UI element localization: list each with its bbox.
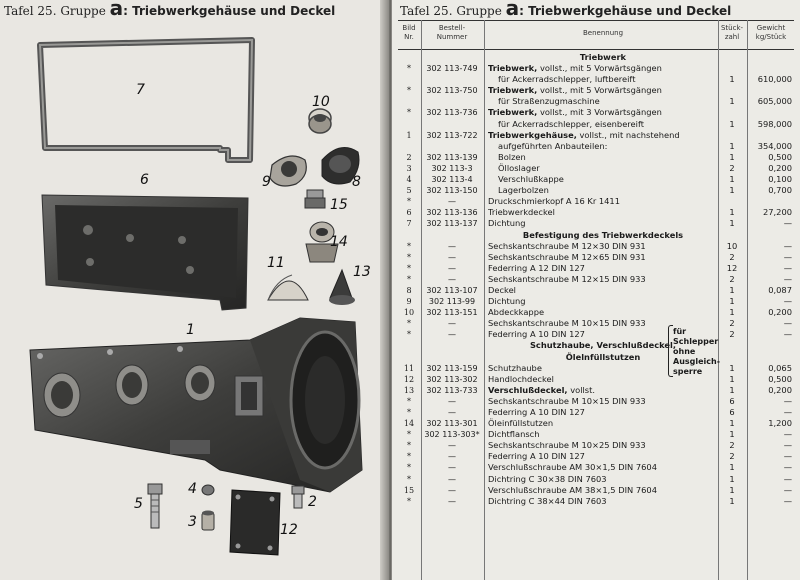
table-row xyxy=(398,130,794,141)
cell-gewicht: — xyxy=(783,495,792,506)
cell-bild: 14 xyxy=(403,419,415,429)
table-row xyxy=(398,241,794,252)
cell-benennung-bold: Triebwerk, xyxy=(488,63,538,74)
cell-stueckzahl: 2 xyxy=(729,162,735,173)
cell-benennung: Sechskantschraube M 12×65 DIN 931 xyxy=(488,251,646,262)
cell-stueckzahl: 1 xyxy=(729,284,735,295)
table-row xyxy=(398,407,794,418)
side-note-line: ohne xyxy=(673,347,696,356)
cell-benennung: Federring A 10 DIN 127 xyxy=(488,329,585,340)
cell-gewicht: — xyxy=(783,329,792,340)
cell-stueckzahl: 2 xyxy=(729,329,735,340)
col-stueck xyxy=(718,24,746,42)
table-section-heading xyxy=(398,340,794,351)
cell-bestell-nr: — xyxy=(448,408,456,417)
table-row xyxy=(398,263,794,274)
table-section-heading xyxy=(398,230,794,241)
cell-bestell-nr: — xyxy=(448,241,456,251)
section-title: Ölelnfüllstutzen xyxy=(565,351,641,362)
cell-benennung: Dichtung xyxy=(488,218,526,229)
cell-bestell-nr: 302 113-107 xyxy=(426,285,478,295)
cell-gewicht: — xyxy=(783,318,792,329)
cell-benennung: für Straßenzugmaschine xyxy=(498,96,600,107)
cell-stueckzahl: 2 xyxy=(729,273,735,284)
cell-gewicht: 0,100 xyxy=(768,174,792,185)
table-row xyxy=(398,85,794,96)
cell-bestell-nr: 302 113-733 xyxy=(426,385,478,395)
col-bestell-label: Bestell- Nummer xyxy=(436,24,468,41)
cell-stueckzahl: 10 xyxy=(726,240,738,251)
side-note-line: für xyxy=(673,327,687,336)
col-gewicht xyxy=(748,24,794,42)
part-4-cap xyxy=(202,485,214,495)
part-15-plug xyxy=(305,190,325,208)
cell-gewicht: — xyxy=(783,484,792,495)
cell-bestell-nr: 302 113-302 xyxy=(426,374,478,384)
cell-gewicht: — xyxy=(783,462,792,473)
table-row xyxy=(398,385,794,396)
cell-bestell-nr: — xyxy=(448,330,456,340)
figure-label-4: 4 xyxy=(188,481,197,497)
cell-bestell-nr: — xyxy=(448,452,456,462)
parts-table-body xyxy=(398,52,794,507)
cell-gewicht: 0,700 xyxy=(768,185,792,196)
table-row xyxy=(398,152,794,163)
cell-bestell-nr: — xyxy=(448,252,456,262)
cell-gewicht: 27,200 xyxy=(762,207,792,218)
table-row xyxy=(398,285,794,296)
section-title: Befestigung des Triebwerkdeckels xyxy=(522,229,684,240)
cell-stueckzahl: 1 xyxy=(729,174,735,185)
part-9-gasket xyxy=(270,156,306,186)
cell-benennung: Dichtring C 38×44 DIN 7603 xyxy=(488,495,607,506)
cell-bild: * xyxy=(407,452,411,462)
cell-gewicht: — xyxy=(783,429,792,440)
col-stueck-label: Stück- zahl xyxy=(720,24,744,41)
cell-stueckzahl: 1 xyxy=(729,462,735,473)
cell-stueckzahl: 6 xyxy=(729,407,735,417)
cell-benennung: Handlochdeckel xyxy=(488,373,554,384)
cell-stueckzahl: 2 xyxy=(729,318,735,329)
cell-bestell-nr: 302 113-136 xyxy=(426,208,478,218)
cell-stueckzahl: 1 xyxy=(729,362,735,373)
table-row xyxy=(398,207,794,218)
table-row xyxy=(398,462,794,473)
cell-gewicht: — xyxy=(783,473,792,484)
cell-stueckzahl: 1 xyxy=(729,484,735,495)
table-row xyxy=(398,485,794,496)
cell-gewicht: — xyxy=(783,395,792,406)
cell-gewicht: 0,200 xyxy=(768,384,792,395)
cell-bild: 8 xyxy=(406,285,412,295)
cell-gewicht: 0,065 xyxy=(768,362,792,373)
cell-bestell-nr: 302 113-4 xyxy=(431,175,473,185)
part-2-pin xyxy=(292,486,304,508)
table-row xyxy=(398,496,794,507)
cell-benennung: Federring A 10 DIN 127 xyxy=(488,407,585,417)
cell-bild: 4 xyxy=(406,175,412,185)
cell-bild: * xyxy=(407,441,411,451)
table-row xyxy=(398,363,794,374)
table-row xyxy=(398,329,794,340)
cell-stueckzahl: 2 xyxy=(729,251,735,262)
cell-benennung: Lagerbolzen xyxy=(498,185,549,196)
cell-benennung: Federring A 12 DIN 127 xyxy=(488,262,585,273)
cell-gewicht: 0,500 xyxy=(768,373,792,384)
cell-gewicht: — xyxy=(783,218,792,229)
cell-bild: 2 xyxy=(406,152,412,162)
cell-gewicht: 605,000 xyxy=(757,96,792,107)
table-section-heading xyxy=(398,352,794,363)
cell-benennung: Sechskantschraube M 10×15 DIN 933 xyxy=(488,318,646,329)
figure-label-13: 13 xyxy=(353,264,371,280)
figure-label-10: 10 xyxy=(312,94,330,110)
cell-bild: * xyxy=(407,197,411,207)
part-10-cap xyxy=(309,109,331,133)
left-page xyxy=(0,0,388,580)
col-bild xyxy=(398,24,420,42)
cell-gewicht: — xyxy=(783,262,792,273)
header-prefix: Tafel 25. Gruppe xyxy=(4,4,106,18)
cell-bild: 3 xyxy=(406,163,412,173)
cell-stueckzahl: 1 xyxy=(729,218,735,229)
cell-gewicht: 598,000 xyxy=(757,118,792,129)
cell-bild: * xyxy=(407,396,411,406)
cell-stueckzahl: 1 xyxy=(729,151,735,162)
cell-bestell-nr: — xyxy=(448,319,456,329)
table-row xyxy=(398,318,794,329)
cell-benennung: Sechskantschraube M 12×15 DIN 933 xyxy=(488,273,646,284)
cell-bild: * xyxy=(407,263,411,273)
table-row xyxy=(398,474,794,485)
figure-label-7: 7 xyxy=(136,82,145,98)
cell-benennung: Schutzhaube xyxy=(488,362,542,373)
table-row xyxy=(398,429,794,440)
table-row xyxy=(398,307,794,318)
section-title: Schutzhaube, Verschlußdeckel, xyxy=(529,340,677,351)
cell-gewicht: 0,200 xyxy=(768,307,792,318)
cell-benennung-bold: Triebwerkgehäuse, xyxy=(488,129,577,140)
cell-bestell-nr: 302 113-303* xyxy=(424,430,480,440)
cell-benennung: Sechskantschraube M 10×25 DIN 933 xyxy=(488,440,646,451)
cell-stueckzahl: 1 xyxy=(729,96,735,107)
table-row xyxy=(398,396,794,407)
cell-bestell-nr: 302 113-137 xyxy=(426,219,478,229)
cell-bild: 6 xyxy=(406,208,412,218)
cell-stueckzahl: 1 xyxy=(729,307,735,318)
header-group: a xyxy=(109,0,124,20)
cell-bild: * xyxy=(407,241,411,251)
cell-gewicht: — xyxy=(783,273,792,284)
cell-bild: 12 xyxy=(403,374,415,384)
cell-bild: 5 xyxy=(406,186,412,196)
cell-bild: * xyxy=(407,108,411,118)
cell-gewicht: — xyxy=(783,440,792,451)
cell-bild: * xyxy=(407,430,411,440)
cell-gewicht: — xyxy=(783,296,792,307)
cell-stueckzahl: 1 xyxy=(729,418,735,429)
part-7-gasket xyxy=(40,40,252,160)
cell-bestell-nr: 302 113-736 xyxy=(426,108,478,118)
cell-bild: * xyxy=(407,463,411,473)
cell-stueckzahl: 1 xyxy=(729,384,735,395)
cell-stueckzahl: 1 xyxy=(729,118,735,129)
cell-gewicht: — xyxy=(783,451,792,462)
cell-gewicht: 354,000 xyxy=(757,140,792,151)
cell-benennung-bold: Triebwerk, xyxy=(488,107,538,118)
cell-stueckzahl: 2 xyxy=(729,451,735,462)
cell-bestell-nr: — xyxy=(448,197,456,207)
header-group: a xyxy=(505,0,520,20)
figure-label-12: 12 xyxy=(280,522,298,538)
cell-stueckzahl: 1 xyxy=(729,373,735,384)
figure-label-2: 2 xyxy=(308,494,317,510)
cell-stueckzahl: 1 xyxy=(729,429,735,440)
cell-benennung: Triebwerk, vollst., mit 3 Vorwärtsgängen xyxy=(488,107,662,118)
part-6-cover xyxy=(42,195,248,310)
table-row xyxy=(398,74,794,85)
part-13-closure xyxy=(329,270,355,305)
cell-gewicht: — xyxy=(783,407,792,417)
col-benennung xyxy=(488,29,718,38)
cell-bestell-nr: 302 113-749 xyxy=(426,64,478,74)
cell-benennung: Ölloslager xyxy=(498,162,540,173)
cell-benennung: Sechskantschraube M 12×30 DIN 931 xyxy=(488,240,646,251)
cell-bild: * xyxy=(407,408,411,417)
cell-benennung: für Ackerradschlepper, eisenbereift xyxy=(498,118,644,129)
cell-stueckzahl: 1 xyxy=(729,140,735,151)
table-row xyxy=(398,185,794,196)
col-bild-label: Bild Nr. xyxy=(402,24,416,41)
figure-label-14: 14 xyxy=(330,234,348,250)
cell-bild: 7 xyxy=(406,219,412,229)
cell-bild: 11 xyxy=(403,363,415,373)
figure-label-3: 3 xyxy=(188,514,197,530)
cell-benennung: Sechskantschraube M 10×15 DIN 933 xyxy=(488,395,646,406)
table-row xyxy=(398,196,794,207)
cell-bestell-nr: 302 113-3 xyxy=(431,163,473,173)
part-3-bearing xyxy=(202,511,214,531)
table-row xyxy=(398,163,794,174)
cell-bild: 1 xyxy=(406,130,412,140)
side-note-line: Ausgleich- xyxy=(673,357,721,366)
cell-gewicht: — xyxy=(783,240,792,251)
cell-bestell-nr: — xyxy=(448,396,456,406)
cell-benennung: Triebwerk, vollst., mit 5 Vorwärtsgängen xyxy=(488,63,662,74)
cell-bild: 15 xyxy=(403,485,415,495)
col-benennung-label: Benennung xyxy=(582,29,624,37)
cell-stueckzahl: 1 xyxy=(729,74,735,85)
figure-label-15: 15 xyxy=(330,197,348,213)
figure-label-5: 5 xyxy=(134,496,143,512)
cell-bestell-nr: — xyxy=(448,263,456,273)
cell-benennung: Dichtflansch xyxy=(488,429,540,440)
col-bestell xyxy=(422,24,482,42)
cell-benennung: Verschlußschraube AM 30×1,5 DIN 7604 xyxy=(488,462,657,473)
table-row xyxy=(398,141,794,152)
cell-gewicht: 1,200 xyxy=(768,418,792,429)
table-row xyxy=(398,451,794,462)
cell-benennung: Öleinfüllstutzen xyxy=(488,418,554,429)
part-1-housing xyxy=(30,318,362,492)
cell-benennung-bold: Verschlußdeckel, xyxy=(488,384,568,395)
table-row xyxy=(398,252,794,263)
cell-bestell-nr: 302 113-99 xyxy=(428,297,476,307)
part-12-handhole-cover xyxy=(230,490,280,555)
cell-stueckzahl: 1 xyxy=(729,473,735,484)
cell-bestell-nr: 302 113-159 xyxy=(426,363,478,373)
cell-benennung: Triebwerkgehäuse, vollst., mit nachstehend xyxy=(488,129,680,140)
cell-benennung: Druckschmierkopf A 16 Kr 1411 xyxy=(488,196,620,207)
cell-bestell-nr: — xyxy=(448,463,456,473)
right-page-header xyxy=(400,0,731,20)
part-11-hood xyxy=(268,275,308,300)
cell-benennung: aufgeführten Anbauteilen: xyxy=(498,140,608,151)
cell-gewicht: 610,000 xyxy=(757,74,792,85)
cell-bestell-nr: — xyxy=(448,274,456,284)
table-row xyxy=(398,107,794,118)
cell-benennung: Triebwerk, vollst., mit 5 Vorwärtsgängen xyxy=(488,85,662,96)
cell-stueckzahl: 6 xyxy=(729,395,735,406)
side-note xyxy=(673,327,720,377)
cell-bild: 10 xyxy=(403,308,415,318)
cell-benennung: Deckel xyxy=(488,284,516,295)
cell-benennung: Verschlußkappe xyxy=(498,174,564,185)
cell-bestell-nr: 302 113-151 xyxy=(426,308,478,318)
figure-label-11: 11 xyxy=(267,255,285,271)
right-page xyxy=(392,0,800,580)
cell-benennung: Triebwerkdeckel xyxy=(488,207,555,218)
table-row xyxy=(398,119,794,130)
cell-bestell-nr: 302 113-139 xyxy=(426,152,478,162)
cell-benennung: Federring A 10 DIN 127 xyxy=(488,451,585,462)
cell-bild: * xyxy=(407,319,411,329)
table-header xyxy=(398,20,794,50)
table-row xyxy=(398,440,794,451)
table-row xyxy=(398,274,794,285)
cell-bild: * xyxy=(407,64,411,74)
cell-benennung: Verschlußschraube AM 38×1,5 DIN 7604 xyxy=(488,484,657,495)
header-title: : Triebwerkgehäuse und Deckel xyxy=(123,4,336,18)
cell-benennung-bold: Triebwerk, xyxy=(488,85,538,96)
cell-stueckzahl: 2 xyxy=(729,440,735,451)
cell-bild: * xyxy=(407,252,411,262)
cell-bild: * xyxy=(407,274,411,284)
cell-bild: * xyxy=(407,330,411,340)
table-row xyxy=(398,174,794,185)
cell-gewicht: — xyxy=(783,251,792,262)
figure-label-8: 8 xyxy=(352,174,361,190)
table-row xyxy=(398,418,794,429)
cell-bestell-nr: — xyxy=(448,496,456,506)
side-note-line: sperre xyxy=(673,367,703,376)
header-prefix: Tafel 25. Gruppe xyxy=(400,4,502,18)
cell-benennung: Dichtring C 30×38 DIN 7603 xyxy=(488,473,607,484)
cell-stueckzahl: 1 xyxy=(729,207,735,218)
cell-benennung: Dichtung xyxy=(488,296,526,307)
cell-benennung: für Ackerradschlepper, luftbereift xyxy=(498,74,636,85)
cell-bestell-nr: 302 113-750 xyxy=(426,86,478,96)
header-title: : Triebwerkgehäuse und Deckel xyxy=(519,4,732,18)
side-note-line: Schlepper xyxy=(673,337,719,346)
cell-stueckzahl: 1 xyxy=(729,296,735,307)
cell-bild: 13 xyxy=(403,385,415,395)
part-5-bolt xyxy=(148,484,162,528)
figure-label-9: 9 xyxy=(262,174,271,190)
cell-bestell-nr: 302 113-722 xyxy=(426,130,478,140)
table-row xyxy=(398,374,794,385)
cell-bestell-nr: 302 113-150 xyxy=(426,186,478,196)
cell-bestell-nr: — xyxy=(448,485,456,495)
col-gewicht-label: Gewicht kg/Stück xyxy=(755,24,787,41)
cell-stueckzahl: 12 xyxy=(726,262,738,273)
cell-bild: * xyxy=(407,496,411,506)
cell-stueckzahl: 1 xyxy=(729,495,735,506)
cell-gewicht: 0,200 xyxy=(768,162,792,173)
cell-stueckzahl: 1 xyxy=(729,185,735,196)
cell-bild: * xyxy=(407,474,411,484)
cell-bestell-nr: — xyxy=(448,441,456,451)
cell-bild: * xyxy=(407,86,411,96)
figure-label-1: 1 xyxy=(186,322,195,338)
table-row xyxy=(398,218,794,229)
table-section-heading xyxy=(398,52,794,63)
cell-gewicht: 0,087 xyxy=(768,284,792,295)
section-title: Triebwerk xyxy=(579,52,627,62)
table-row xyxy=(398,63,794,74)
cell-gewicht: 0,500 xyxy=(768,151,792,162)
cell-bestell-nr: 302 113-301 xyxy=(426,419,478,429)
table-row xyxy=(398,296,794,307)
figure-label-6: 6 xyxy=(140,172,149,188)
cell-bestell-nr: — xyxy=(448,474,456,484)
table-row xyxy=(398,96,794,107)
cell-bild: 9 xyxy=(406,297,412,307)
cell-benennung: Verschlußdeckel, vollst. xyxy=(488,384,596,395)
cell-benennung: Bolzen xyxy=(498,151,526,162)
cell-benennung: Abdeckkappe xyxy=(488,307,545,318)
